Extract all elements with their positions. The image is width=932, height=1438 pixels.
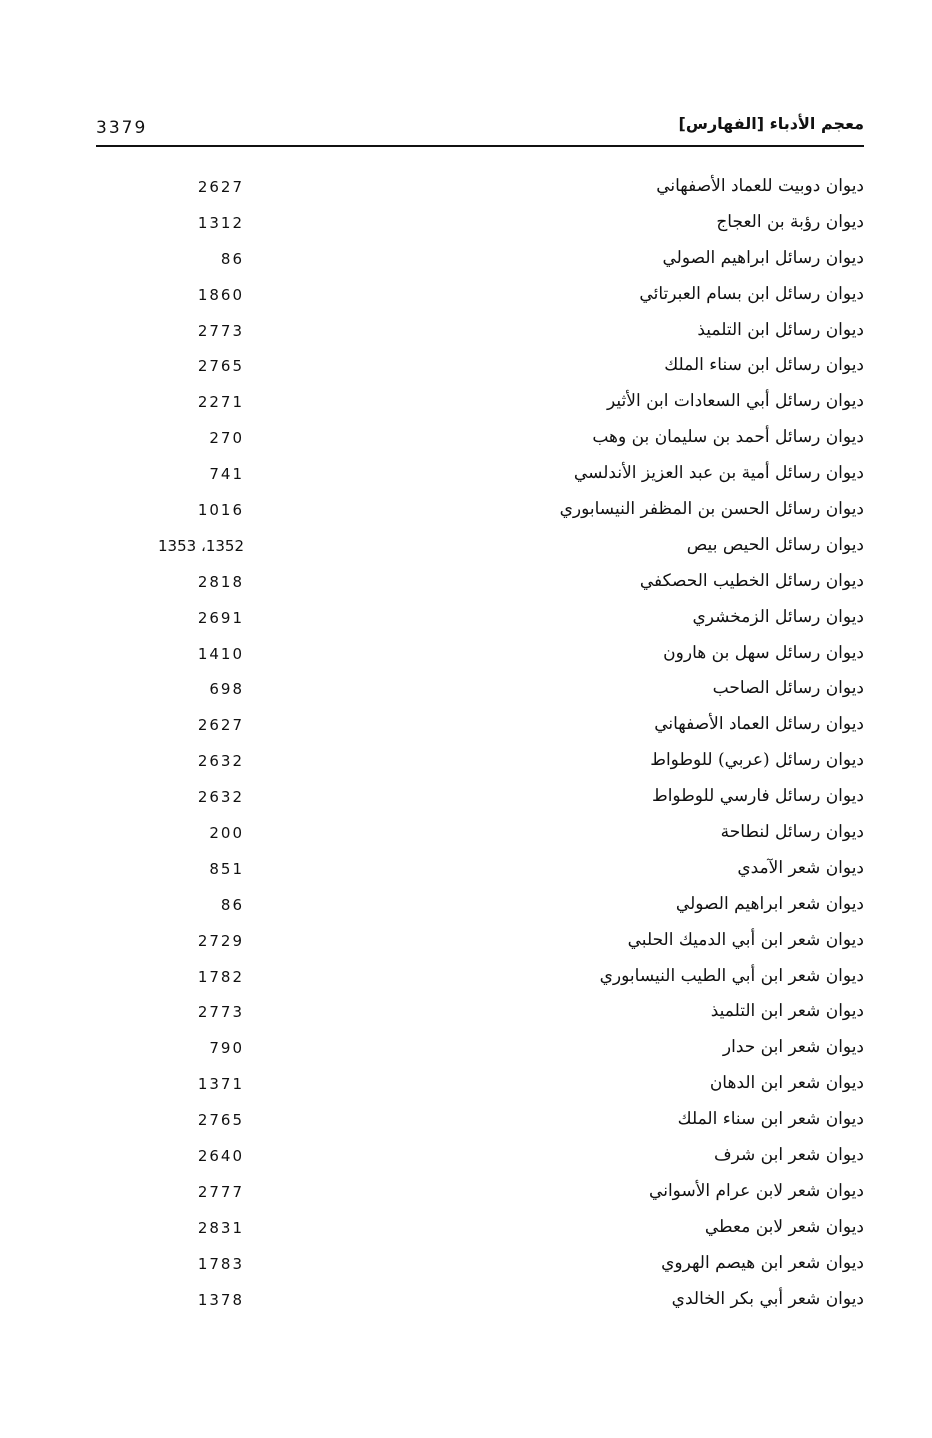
entry-title: ديوان شعر ابن شرف [714, 1145, 864, 1166]
entry-page-numbers: 2765 [197, 1111, 244, 1130]
running-title: معجم الأدباء [الفهارس] [678, 114, 864, 133]
entry-title: ديوان شعر ابن التلميذ [710, 1001, 864, 1022]
index-entry [96, 532, 864, 568]
index-entry [96, 352, 864, 388]
entry-page-numbers: 1410 [197, 644, 244, 663]
entry-title: ديوان شعر الآمدي [737, 857, 864, 878]
index-entry [96, 1070, 864, 1106]
entry-page-numbers: 1352، 1353 [158, 536, 244, 555]
entry-title: ديوان رسائل لنطاحة [720, 822, 864, 843]
index-entry [96, 496, 864, 532]
entry-title: ديوان رسائل الصاحب [712, 678, 864, 699]
page-number: 3379 [96, 118, 148, 138]
entry-page-numbers: 2627 [197, 716, 244, 735]
entry-title: ديوان شعر لابن عرام الأسواني [649, 1180, 864, 1201]
entry-page-numbers: 2729 [197, 931, 244, 950]
entry-title: ديوان رؤبة بن العجاج [716, 211, 864, 232]
entry-page-numbers: 2632 [197, 752, 244, 771]
page-header [96, 114, 864, 146]
entry-title: ديوان رسائل أحمد بن سليمان بن وهب [592, 427, 864, 448]
index-entry [96, 281, 864, 317]
index-entry [96, 747, 864, 783]
entry-page-numbers: 2765 [197, 357, 244, 376]
entry-title: ديوان رسائل الحيص بيص [686, 534, 864, 555]
entry-page-numbers: 2627 [197, 178, 244, 196]
entry-title: ديوان شعر أبي بكر الخالدي [671, 1288, 864, 1309]
index-entry [96, 927, 864, 963]
entry-page-numbers: 741 [209, 465, 244, 484]
entry-page-numbers: 698 [209, 680, 244, 699]
entry-title: ديوان رسائل الزمخشري [692, 606, 864, 627]
index-entry [96, 173, 864, 209]
entry-title: ديوان رسائل ابن بسام العبرتائي [639, 283, 864, 304]
index-entry [96, 317, 864, 353]
index-list [96, 173, 864, 1322]
entry-page-numbers: 1783 [197, 1254, 244, 1273]
entry-title: ديوان رسائل ابراهيم الصولي [662, 247, 864, 268]
index-entry [96, 855, 864, 891]
entry-page-numbers: 86 [220, 895, 244, 914]
entry-title: ديوان دوبيت للعماد الأصفهاني [656, 176, 864, 196]
entry-page-numbers: 1312 [197, 213, 244, 232]
index-entry [96, 1286, 864, 1322]
entry-page-numbers: 2271 [197, 393, 244, 412]
index-entry [96, 675, 864, 711]
index-entry [96, 1034, 864, 1070]
index-entry [96, 998, 864, 1034]
entry-page-numbers: 1782 [197, 967, 244, 986]
entry-title: ديوان رسائل ابن التلميذ [697, 319, 864, 340]
entry-title: ديوان شعر ابن أبي الدميك الحلبي [627, 929, 864, 950]
index-entry [96, 1178, 864, 1214]
index-entry [96, 1250, 864, 1286]
entry-title: ديوان شعر لابن معطي [704, 1216, 864, 1237]
index-entry [96, 1106, 864, 1142]
index-entry [96, 209, 864, 245]
index-entry [96, 388, 864, 424]
entry-title: ديوان رسائل (عربي) للوطواط [650, 750, 864, 771]
entry-page-numbers: 1378 [197, 1290, 244, 1309]
index-entry [96, 245, 864, 281]
entry-title: ديوان رسائل أبي السعادات ابن الأثير [607, 391, 864, 412]
entry-title: ديوان شعر ابن سناء الملك [677, 1109, 864, 1130]
entry-page-numbers: 790 [209, 1039, 244, 1058]
entry-page-numbers: 2632 [197, 788, 244, 807]
entry-page-numbers: 200 [209, 824, 244, 843]
entry-page-numbers: 86 [220, 249, 244, 268]
entry-page-numbers: 1016 [197, 501, 244, 520]
entry-page-numbers: 2773 [197, 1003, 244, 1022]
entry-page-numbers: 1860 [197, 285, 244, 304]
entry-title: ديوان شعر ابن هيصم الهروي [661, 1252, 864, 1273]
entry-page-numbers: 851 [209, 859, 244, 878]
index-entry [96, 891, 864, 927]
entry-title: ديوان شعر ابن أبي الطيب النيسابوري [599, 965, 864, 986]
entry-title: ديوان شعر ابراهيم الصولي [675, 893, 864, 914]
entry-title: ديوان رسائل ابن سناء الملك [664, 355, 864, 376]
entry-page-numbers: 2777 [197, 1182, 244, 1201]
index-entry [96, 711, 864, 747]
header-rule [96, 145, 864, 147]
entry-title: ديوان رسائل أمية بن عبد العزيز الأندلسي [573, 463, 864, 484]
index-entry [96, 819, 864, 855]
index-entry [96, 1214, 864, 1250]
index-entry [96, 963, 864, 999]
entry-page-numbers: 2818 [197, 572, 244, 591]
entry-title: ديوان رسائل العماد الأصفهاني [654, 714, 864, 735]
index-entry [96, 783, 864, 819]
entry-page-numbers: 2773 [197, 321, 244, 340]
index-entry [96, 424, 864, 460]
index-entry [96, 568, 864, 604]
entry-page-numbers: 2640 [197, 1147, 244, 1166]
index-entry [96, 1142, 864, 1178]
entry-title: ديوان شعر ابن حدار [722, 1037, 864, 1058]
entry-title: ديوان رسائل الحسن بن المظفر النيسابوري [559, 499, 864, 520]
index-entry [96, 640, 864, 676]
entry-title: ديوان رسائل فارسي للوطواط [651, 786, 864, 807]
entry-page-numbers: 2691 [197, 608, 244, 627]
entry-page-numbers: 270 [209, 429, 244, 448]
entry-title: ديوان رسائل الخطيب الحصكفي [639, 570, 864, 591]
entry-title: ديوان رسائل سهل بن هارون [663, 642, 864, 663]
index-entry [96, 604, 864, 640]
entry-title: ديوان شعر ابن الدهان [709, 1073, 864, 1094]
entry-page-numbers: 2831 [197, 1218, 244, 1237]
entry-page-numbers: 1371 [197, 1075, 244, 1094]
index-entry [96, 460, 864, 496]
